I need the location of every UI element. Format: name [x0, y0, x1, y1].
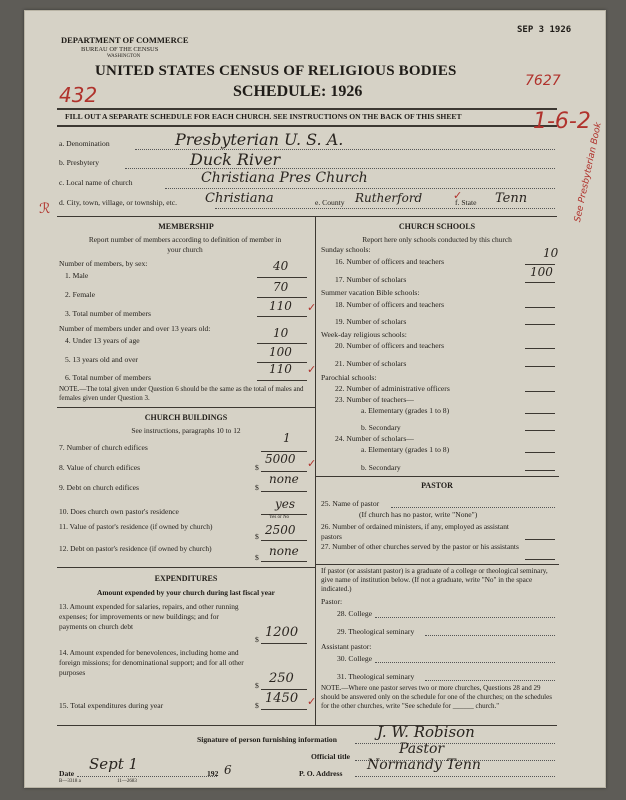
q6-value: 110: [269, 362, 292, 376]
q11-label: 11. Value of pastor's residence (if owned by church): [59, 522, 213, 531]
local-name-value: Christiana Pres Church: [201, 170, 368, 186]
signature-label: Signature of person furnishing information: [197, 735, 337, 744]
q9-value: none: [269, 472, 299, 486]
q11-dollar: $: [255, 532, 259, 541]
q3-value: 110: [269, 299, 292, 313]
schedule-title: SCHEDULE: 1926: [233, 83, 363, 100]
state-value: Tenn: [495, 191, 528, 206]
q16-value: 10: [543, 246, 559, 260]
margin-note: See Presbyterian Book: [573, 121, 604, 224]
q2-value: 70: [273, 280, 289, 294]
q25-label: 25. Name of pastor: [321, 499, 380, 508]
official-title-value: Pastor: [399, 741, 445, 757]
q4-value: 10: [273, 326, 289, 340]
buildings-heading: CHURCH BUILDINGS: [144, 413, 228, 422]
city-field-label: d. City, town, village, or township, etc.: [59, 198, 178, 207]
q15-label: 15. Total expenditures during year: [59, 701, 164, 710]
presbytery-label: b. Presbytery: [59, 158, 100, 167]
q23b-label: b. Secondary: [361, 423, 401, 432]
county-value: Rutherford: [355, 191, 423, 205]
state-label: f. State: [455, 198, 477, 207]
q1-label: 1. Male: [65, 271, 89, 280]
q24b-label: b. Secondary: [361, 463, 401, 472]
local-name-label: c. Local name of church: [59, 178, 133, 187]
pastor-note: NOTE.—Where one pastor serves two or more churches, Questions 28 and 29 should be answered only on the schedule for one of the churches; on the schedules for the other churches, write "See schedule for ______ church.": [321, 684, 552, 710]
q23-label: 23. Number of teachers—: [335, 395, 414, 404]
q8-label: 8. Value of church edifices: [59, 463, 141, 472]
department-label: DEPARTMENT OF COMMERCE: [61, 35, 189, 45]
q24-label: 24. Number of scholars—: [335, 434, 414, 443]
check-mark-q3: ✓: [307, 301, 317, 314]
q15-value: 1450: [265, 691, 299, 706]
check-mark-county: ✓: [453, 189, 463, 202]
po-address-value: Normandy Tenn: [367, 757, 481, 773]
q16-label: 16. Number of officers and teachers: [335, 257, 445, 266]
form-code-2: 11—2683: [117, 779, 137, 784]
expenditures-intro: Amount expended by your church during last fiscal year: [97, 588, 275, 597]
q28-label: 28. College: [337, 609, 373, 618]
graduate-note: If pastor (or assistant pastor) is a graduate of a college or theological seminary, give name of institution below. (If not a graduate, write "No" in the space indicated.): [321, 567, 548, 594]
q29-label: 29. Theological seminary: [337, 627, 415, 636]
q19-label: 19. Number of scholars: [335, 317, 407, 326]
q14-label: 14. Amount expended for benevolences, including home and foreign missions; for denominational support; and for all other purposes: [59, 648, 244, 677]
yes-or-no-hint: Yes or No: [269, 515, 290, 520]
q13-dollar: $: [255, 635, 259, 644]
presbytery-value: Duck River: [190, 150, 281, 169]
year-prefix: 192: [207, 769, 219, 778]
by-age-label: Number of members under and over 13 years old:: [59, 324, 211, 333]
po-address-label: P. O. Address: [299, 769, 343, 778]
q31-label: 31. Theological seminary: [337, 672, 415, 681]
q22-label: 22. Number of administrative officers: [335, 384, 450, 393]
q17-value: 100: [530, 265, 553, 279]
check-mark-q15: ✓: [307, 695, 317, 708]
q14-dollar: $: [255, 681, 259, 690]
denomination-value: Presbyterian U. S. A.: [175, 130, 344, 149]
form-code: B—3318 a: [59, 779, 81, 784]
form-title: UNITED STATES CENSUS OF RELIGIOUS BODIES: [95, 63, 457, 79]
membership-note: NOTE.—The total given under Question 6 should be the same as the total of males and females given under Question 3.: [59, 385, 304, 402]
by-sex-label: Number of members, by sex:: [59, 259, 148, 268]
q23a-label: a. Elementary (grades 1 to 8): [361, 406, 450, 415]
sunday-label: Sunday schools:: [321, 245, 371, 254]
city-value: Christiana: [205, 191, 274, 206]
q24a-label: a. Elementary (grades 1 to 8): [361, 445, 450, 454]
q14-value: 250: [269, 671, 294, 686]
vacation-label: Summer vacation Bible schools:: [321, 288, 420, 297]
q8-value: 5000: [265, 452, 296, 466]
membership-intro: Report number of members according to definition of member in your church: [88, 235, 282, 254]
year-value: 6: [224, 763, 232, 777]
q4-label: 4. Under 13 years of age: [65, 336, 140, 345]
q13-value: 1200: [265, 625, 299, 640]
membership-heading: MEMBERSHIP: [158, 222, 214, 231]
q30-label: 30. College: [337, 654, 373, 663]
q9-dollar: $: [255, 483, 259, 492]
q9-label: 9. Debt on church edifices: [59, 483, 139, 492]
schools-heading: CHURCH SCHOOLS: [398, 222, 476, 231]
pastor-heading: PASTOR: [421, 481, 453, 490]
q27-label: 27. Number of other churches served by the pastor or his assistants: [321, 542, 519, 551]
q11-value: 2500: [265, 523, 296, 537]
q26-label: 26. Number of ordained ministers, if any, employed as assistant pastors: [321, 522, 509, 541]
date-value: Sept 1: [89, 755, 139, 773]
q10-value: yes: [275, 497, 296, 511]
q13-label: 13. Amount expended for salaries, repairs, and other running expenses; for improvements or new buildings; and for payments on church debt: [59, 602, 239, 631]
county-label: e. County: [315, 198, 345, 207]
city-label: WASHINGTON: [107, 54, 141, 59]
red-number-left: 432: [59, 83, 98, 107]
q15-dollar: $: [255, 701, 259, 710]
q12-label: 12. Debt on pastor's residence (if owned by church): [59, 544, 212, 553]
instruction-line: FILL OUT A SEPARATE SCHEDULE FOR EACH CHURCH. SEE INSTRUCTIONS ON THE BACK OF THIS SHEET: [65, 112, 462, 121]
q6-label: 6. Total number of members: [65, 373, 152, 382]
denomination-label: a. Denomination: [59, 139, 110, 148]
buildings-intro: See instructions, paragraphs 10 to 12: [131, 426, 241, 435]
q7-label: 7. Number of church edifices: [59, 443, 148, 452]
date-label: Date: [59, 769, 75, 778]
signature-value: J. W. Robison: [377, 723, 475, 741]
q8-dollar: $: [255, 463, 259, 472]
received-stamp: SEP 3 1926: [517, 25, 572, 35]
check-mark-q8: ✓: [307, 457, 317, 470]
q7-value: 1: [283, 431, 291, 445]
q20-label: 20. Number of officers and teachers: [335, 341, 445, 350]
schools-intro: Report here only schools conducted by this church: [362, 235, 512, 244]
q10-label: 10. Does church own pastor's residence: [59, 507, 179, 516]
q17-label: 17. Number of scholars: [335, 275, 407, 284]
assistant-sublabel: Assistant pastor:: [321, 642, 372, 651]
weekday-label: Week-day religious schools:: [321, 330, 407, 339]
q21-label: 21. Number of scholars: [335, 359, 407, 368]
margin-mark-left: ℛ: [39, 201, 51, 217]
q5-value: 100: [269, 345, 292, 359]
check-mark-q6: ✓: [307, 363, 317, 376]
parochial-label: Parochial schools:: [321, 373, 377, 382]
q3-label: 3. Total number of members: [65, 309, 152, 318]
red-code: 1-6-2: [533, 109, 591, 134]
q18-label: 18. Number of officers and teachers: [335, 300, 445, 309]
pastor-sublabel: Pastor:: [321, 597, 343, 606]
official-title-label: Official title: [311, 752, 351, 761]
red-number-right: 7627: [525, 73, 561, 89]
expenditures-heading: EXPENDITURES: [154, 574, 218, 583]
census-form-sheet: [24, 10, 606, 788]
bureau-label: BUREAU OF THE CENSUS: [81, 46, 159, 53]
q2-label: 2. Female: [65, 290, 95, 299]
q1-value: 40: [273, 259, 289, 273]
q25-hint: (If church has no pastor, write "None"): [359, 510, 478, 519]
q12-dollar: $: [255, 553, 259, 562]
q12-value: none: [269, 544, 299, 558]
q5-label: 5. 13 years old and over: [65, 355, 138, 364]
